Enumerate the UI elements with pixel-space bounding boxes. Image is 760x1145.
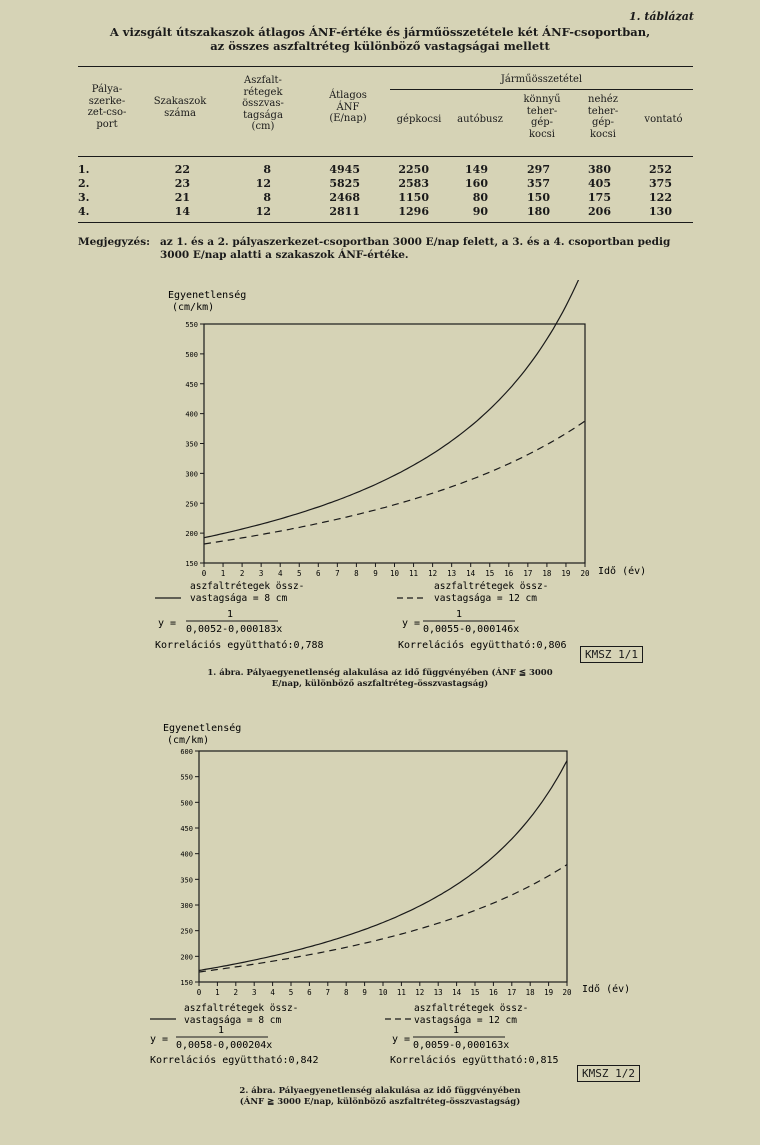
table-cell: 150 — [527, 191, 550, 204]
figure-2-caption-line1: 2. ábra. Pályaegyenetlenség alakulása az idő függvényében — [239, 1086, 521, 1096]
x-tick-label: 19 — [561, 569, 571, 578]
x-tick-label: 10 — [378, 988, 388, 997]
table-note — [78, 236, 698, 262]
table-cell: 2583 — [398, 177, 429, 190]
col-header-light-truck: könnyű teher- gép- kocsi — [523, 94, 561, 140]
formula-dashed-numerator: 1 — [456, 609, 463, 620]
chart-2-ylabel-line1: Egyenetlenség — [163, 723, 242, 734]
table-row-label: 4. — [78, 205, 90, 218]
x-tick-label: 18 — [525, 988, 535, 997]
chart-2-marks — [199, 761, 567, 972]
chart-2 — [0, 715, 760, 1075]
col-header-vehicle-composition: Járműösszetétel — [500, 74, 583, 85]
table-cell: 130 — [649, 205, 672, 218]
table-cell: 21 — [174, 191, 190, 204]
table-cell: 12 — [255, 205, 271, 218]
series-8cm-line — [199, 761, 567, 971]
table-bottom-rule — [78, 222, 693, 223]
figure-2-caption-line2: (ÁNF ≧ 3000 E/nap, különböző aszfaltréteg-összvastagság) — [239, 1097, 521, 1107]
note-label: Megjegyzés: — [78, 236, 150, 248]
x-tick-label: 1 — [215, 988, 220, 997]
table-cell: 252 — [649, 163, 672, 176]
table-cell: 160 — [465, 177, 488, 190]
y-tick-label: 150 — [180, 979, 193, 987]
legend-solid-line1: aszfaltrétegek össz- — [190, 581, 305, 592]
chart-1-marks — [204, 280, 585, 544]
x-tick-label: 9 — [362, 988, 367, 997]
y-tick-label: 150 — [185, 560, 198, 568]
legend-solid-line2: vastagsága = 8 cm — [190, 593, 288, 604]
y-tick-label: 450 — [185, 380, 198, 389]
y-tick-label: 450 — [180, 825, 193, 833]
series-12cm-line — [199, 865, 567, 972]
formula-dashed-denominator: 0,0055-0,000146x — [423, 624, 520, 635]
col-header-car: gépkocsi — [396, 114, 442, 125]
figure-1 — [0, 280, 760, 700]
y-tick-label: 200 — [180, 953, 193, 962]
table-title-line1: A vizsgált útszakaszok átlagos ÁNF-értéke és járműösszetétele két ÁNF-csoportban, — [109, 25, 651, 39]
table-cell: 14 — [174, 205, 190, 218]
x-tick-label: 5 — [296, 569, 302, 578]
y-tick-label: 400 — [185, 410, 198, 419]
col-header-bus: autóbusz — [457, 114, 503, 125]
chart-1-ylabel-line1: Egyenetlenség — [168, 290, 247, 301]
x-tick-label: 0 — [196, 988, 202, 997]
y-tick-label: 500 — [180, 799, 193, 808]
formula-dashed-lhs: y = — [392, 1034, 411, 1045]
x-tick-label: 0 — [201, 569, 207, 578]
note-text-line2: 3000 E/nap alatti a szakaszok ÁNF-értéke. — [160, 249, 409, 261]
table-top-rule — [78, 66, 693, 67]
corr-dashed: Korrelációs együttható:0,806 — [398, 640, 567, 650]
table-cell: 12 — [255, 177, 271, 190]
x-tick-label: 5 — [288, 988, 294, 997]
x-tick-label: 2 — [233, 988, 239, 997]
plot-frame — [204, 324, 585, 563]
y-tick-label: 550 — [185, 321, 198, 329]
figure-1-caption-line2: E/nap, különböző aszfaltréteg-összvastagság) — [271, 679, 489, 689]
col-header-heavy-truck: nehéz teher- gép- kocsi — [587, 94, 619, 140]
table-cell: 206 — [588, 205, 611, 218]
x-tick-label: 3 — [251, 988, 257, 997]
x-tick-label: 10 — [389, 569, 400, 578]
formula-solid-lhs: y = — [150, 1034, 169, 1045]
table-cell: 297 — [527, 163, 550, 176]
x-tick-label: 11 — [396, 988, 406, 997]
x-tick-label: 7 — [335, 569, 340, 578]
table-number: 1. táblázat — [629, 10, 694, 23]
y-tick-label: 350 — [185, 440, 198, 449]
table-cell: 1296 — [398, 205, 429, 218]
x-tick-label: 7 — [325, 988, 331, 997]
x-tick-label: 16 — [488, 988, 498, 997]
series-8cm-line — [204, 280, 585, 538]
table-cell: 80 — [472, 191, 488, 204]
table-cell: 380 — [588, 163, 611, 176]
x-tick-label: 15 — [470, 988, 480, 997]
y-tick-label: 600 — [180, 748, 193, 756]
chart-1-xlabel: Idő (év) — [598, 566, 647, 577]
y-tick-label: 250 — [185, 500, 198, 509]
x-tick-label: 9 — [373, 569, 378, 578]
table-cell: 122 — [649, 191, 672, 204]
table-cell: 8 — [263, 191, 271, 204]
corr-dashed: Korrelációs együttható:0,815 — [390, 1055, 559, 1066]
x-tick-label: 6 — [307, 988, 312, 997]
chart-2-axes — [180, 748, 572, 997]
col-header-group: Pálya- szerke- zet-cso- port — [87, 84, 127, 130]
chart-1 — [0, 280, 760, 650]
x-tick-label: 8 — [343, 988, 349, 997]
plot-frame — [199, 751, 567, 982]
formula-solid-denominator: 0,0058-0,000204x — [176, 1040, 273, 1051]
formula-solid-denominator: 0,0052-0,000183x — [186, 624, 283, 635]
x-tick-label: 18 — [542, 569, 552, 578]
table-row-label: 2. — [78, 177, 90, 190]
y-tick-label: 300 — [185, 470, 198, 479]
x-tick-label: 15 — [485, 569, 495, 578]
table-cell: 23 — [174, 177, 190, 190]
x-tick-label: 4 — [270, 988, 275, 997]
chart-2-xlabel: Idő (év) — [582, 984, 631, 995]
chart-1-axes — [185, 321, 590, 578]
table-cell: 4945 — [329, 163, 360, 176]
legend-dashed-line1: aszfaltrétegek össz- — [414, 1003, 529, 1014]
formula-solid-lhs: y = — [158, 618, 177, 629]
x-tick-label: 12 — [428, 569, 438, 578]
x-tick-label: 17 — [523, 569, 533, 578]
x-tick-label: 14 — [452, 988, 462, 997]
x-tick-label: 2 — [239, 569, 245, 578]
x-tick-label: 3 — [258, 569, 264, 578]
x-tick-label: 14 — [466, 569, 476, 578]
x-tick-label: 8 — [354, 569, 359, 578]
formula-dashed-numerator: 1 — [453, 1025, 460, 1036]
table-title-line2: az összes aszfaltréteg különböző vastagságai mellett — [210, 39, 550, 53]
table-cell: 2250 — [398, 163, 429, 176]
corr-solid: Korrelációs együttható:0,788 — [155, 640, 324, 650]
table-cell: 2811 — [329, 205, 360, 218]
table-cell: 90 — [472, 205, 488, 218]
chart-1-badge: KMSZ 1/1 — [580, 646, 643, 663]
x-tick-label: 17 — [507, 988, 517, 997]
y-tick-label: 200 — [185, 530, 198, 539]
formula-dashed-denominator: 0,0059-0,000163x — [413, 1040, 510, 1051]
formula-solid-numerator: 1 — [218, 1025, 225, 1036]
table-cell: 357 — [527, 177, 550, 190]
y-tick-label: 500 — [185, 350, 198, 359]
x-tick-label: 4 — [277, 569, 283, 578]
col-header-tractor: vontató — [644, 114, 683, 125]
chart-2-ylabel-line2: (cm/km) — [167, 735, 210, 746]
table-row-label: 3. — [78, 191, 90, 204]
x-tick-label: 6 — [316, 569, 321, 578]
legend-dashed-line2: vastagsága = 12 cm — [414, 1015, 517, 1026]
formula-dashed-lhs: y = — [402, 618, 421, 629]
chart-1-ylabel-line2: (cm/km) — [172, 302, 215, 313]
legend-dashed-line2: vastagsága = 12 cm — [434, 593, 537, 604]
col-header-sections: Szakaszok száma — [153, 96, 207, 119]
formula-solid-numerator: 1 — [227, 609, 234, 620]
note-text-line1: az 1. és a 2. pályaszerkezet-csoportban 3000 E/nap felett, a 3. és a 4. csoportban pedig — [160, 236, 671, 248]
x-tick-label: 20 — [562, 988, 572, 997]
corr-solid: Korrelációs együttható:0,842 — [150, 1055, 319, 1066]
subheader-rule — [390, 89, 693, 90]
chart-2-badge: KMSZ 1/2 — [577, 1065, 640, 1082]
x-tick-label: 12 — [415, 988, 425, 997]
legend-dashed-line1: aszfaltrétegek össz- — [434, 581, 549, 592]
y-tick-label: 300 — [180, 902, 193, 910]
x-tick-label: 1 — [220, 569, 226, 578]
table-cell: 2468 — [329, 191, 360, 204]
figure-1-caption-line1: 1. ábra. Pályaegyenetlenség alakulása az idő függvényében (ÁNF ≦ 3000 — [207, 668, 553, 678]
y-tick-label: 350 — [180, 876, 193, 885]
table-cell: 405 — [588, 177, 611, 190]
series-12cm-line — [204, 421, 585, 544]
table-cell: 5825 — [329, 177, 360, 190]
legend-solid-line2: vastagsága = 8 cm — [184, 1015, 282, 1026]
table-cell: 8 — [263, 163, 271, 176]
table-row-label: 1. — [78, 163, 90, 176]
x-tick-label: 11 — [409, 569, 419, 578]
col-header-thickness: Aszfalt- rétegek összvas- tagsága (cm) — [242, 75, 284, 132]
table-cell: 1150 — [398, 191, 429, 204]
table-cell: 175 — [588, 191, 611, 204]
col-header-anf: Átlagos ÁNF (E/nap) — [329, 90, 367, 124]
x-tick-label: 20 — [580, 569, 590, 578]
x-tick-label: 16 — [504, 569, 514, 578]
figure-2 — [0, 715, 760, 1135]
table-cell: 22 — [174, 163, 190, 176]
table-cell: 375 — [649, 177, 672, 190]
x-tick-label: 13 — [447, 569, 457, 578]
table-cell: 149 — [465, 163, 488, 176]
table-cell: 180 — [527, 205, 550, 218]
y-tick-label: 400 — [180, 850, 193, 859]
x-tick-label: 19 — [544, 988, 554, 997]
x-tick-label: 13 — [433, 988, 443, 997]
y-tick-label: 250 — [180, 927, 193, 936]
table-header-rule — [78, 156, 693, 157]
legend-solid-line1: aszfaltrétegek össz- — [184, 1003, 299, 1014]
y-tick-label: 550 — [180, 773, 193, 782]
